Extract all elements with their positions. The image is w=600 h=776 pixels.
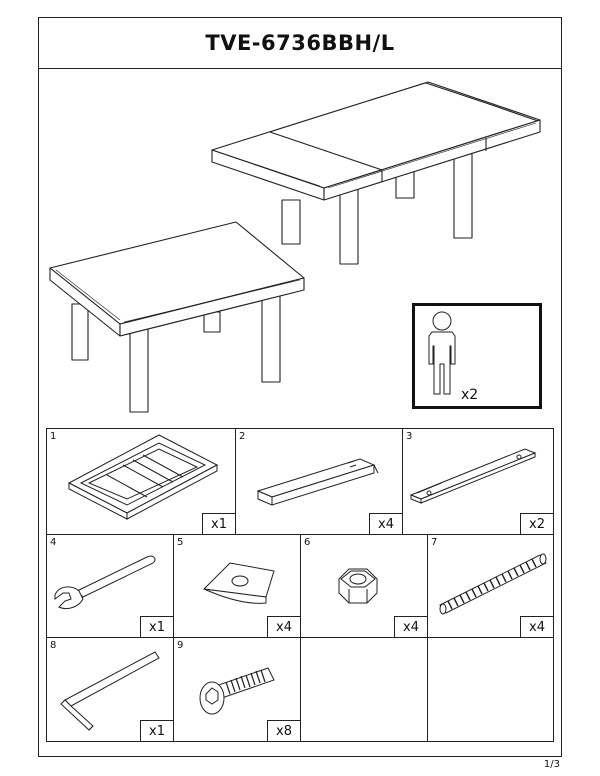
part-cell-6 <box>300 534 428 638</box>
parts-grid <box>46 428 554 742</box>
part-number: 3 <box>406 431 413 442</box>
part-quantity: x1 <box>140 616 174 638</box>
part-quantity: x4 <box>520 616 554 638</box>
persons-quantity: x2 <box>461 387 479 403</box>
part-number: 5 <box>177 537 184 548</box>
part-cell-5 <box>173 534 301 638</box>
part-cell-4 <box>46 534 174 638</box>
part-quantity: x1 <box>140 720 174 742</box>
part-number: 1 <box>50 431 57 442</box>
part-cell-9 <box>173 637 301 742</box>
part-quantity: x8 <box>267 720 301 742</box>
part-quantity: x4 <box>369 513 403 535</box>
part-cell-8 <box>46 637 174 742</box>
part-quantity: x4 <box>394 616 428 638</box>
page-title: TVE-6736BBH/L <box>205 31 395 55</box>
part-quantity: x4 <box>267 616 301 638</box>
empty-cell <box>300 637 428 742</box>
part-number: 2 <box>239 431 246 442</box>
extended-table <box>212 82 540 264</box>
title-box <box>38 17 562 69</box>
part-cell-2 <box>235 428 403 535</box>
part-cell-7 <box>427 534 554 638</box>
empty-cell <box>427 637 554 742</box>
part-number: 4 <box>50 537 57 548</box>
part-number: 8 <box>50 640 57 651</box>
part-number: 6 <box>304 537 311 548</box>
part-quantity: x1 <box>202 513 236 535</box>
assembly-persons-box <box>412 303 542 409</box>
part-number: 7 <box>431 537 438 548</box>
part-cell-1 <box>46 428 236 535</box>
part-quantity: x2 <box>520 513 554 535</box>
part-cell-3 <box>402 428 554 535</box>
compact-table <box>50 222 304 412</box>
part-number: 9 <box>177 640 184 651</box>
page-number: 1/3 <box>543 759 560 770</box>
